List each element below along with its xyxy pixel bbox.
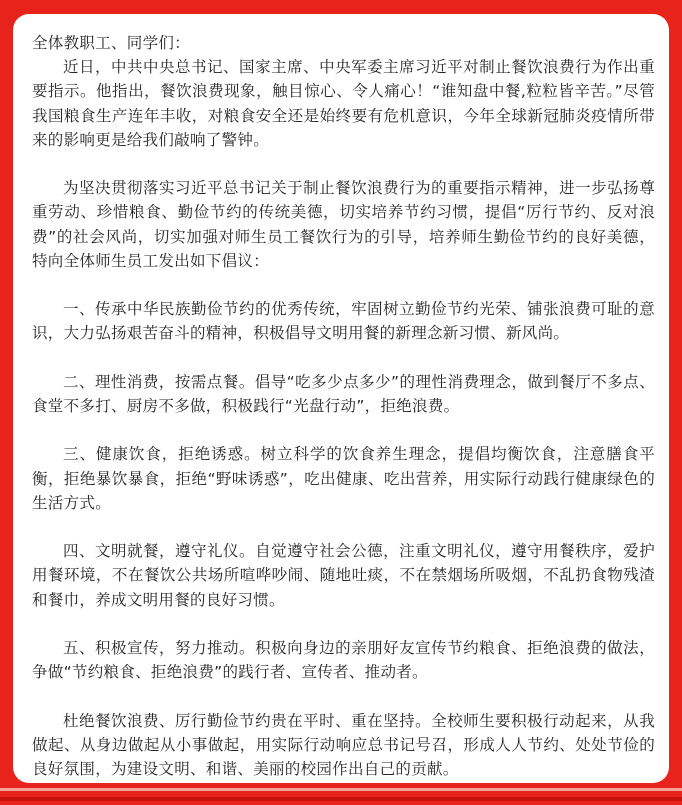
- greeting: 全体教职工、同学们：: [32, 34, 191, 52]
- paragraph-closing: 杜绝餐饮浪费、厉行勤俭节约贵在平时、重在坚持。全校师生要积极行动起来，从我做起、从身边做起从小事做起，用实际行动响应总书记号召，形成人人节约、处处节俭的良好氛围，为建设文明、和谐、美丽的校园作出自己的贡献。: [32, 711, 655, 778]
- bottom-stripe-dark: [0, 797, 682, 801]
- bottom-stripe-light: [0, 788, 682, 791]
- paragraph-item-2: 二、理性消费，按需点餐。倡导“吃多少点多少”的理性消费理念，做到餐厅不多点、食堂不多打、厨房不多做，积极践行“光盘行动”，拒绝浪费。: [32, 372, 655, 415]
- letter-card: [13, 14, 669, 783]
- letter-body: [32, 31, 655, 781]
- paragraph-intro: 近日，中共中央总书记、国家主席、中央军委主席习近平对制止餐饮浪费行为作出重要指示。他指出，餐饮浪费现象，触目惊心、令人痛心！“谁知盘中餐,粒粒皆辛苦。”尽管我国粮食生产连年丰收，对粮食安全还是始终要有危机意识，今年全球新冠肺炎疫情所带来的影响更是给我们敲响了警钟。: [32, 58, 655, 149]
- paragraph-item-3: 三、健康饮食，拒绝诱惑。树立科学的饮食养生理念，提倡均衡饮食，注意膳食平衡，拒绝暴饮暴食，拒绝“野味诱惑”，吃出健康、吃出营养，用实际行动践行健康绿色的生活方式。: [32, 445, 655, 512]
- paragraph-item-1: 一、传承中华民族勤俭节约的优秀传统，牢固树立勤俭节约光荣、铺张浪费可耻的意识，大力弘扬艰苦奋斗的精神，积极倡导文明用餐的新理念新习惯、新风尚。: [32, 300, 655, 343]
- paragraph-item-5: 五、积极宣传，努力推动。积极向身边的亲朋好友宣传节约粮食、拒绝浪费的做法，争做“节约粮食、拒绝浪费”的践行者、宣传者、推动者。: [32, 638, 655, 682]
- paragraph-purpose: 为坚决贯彻落实习近平总书记关于制止餐饮浪费行为的重要指示精神，进一步弘扬尊重劳动、珍惜粮食、勤俭节约的传统美德，切实培养节约习惯，提倡“厉行节约、反对浪费”的社会风尚，切实加强对师生员工餐饮行为的引导，培养师生勤俭节约的良好美德，特向全体师生员工发出如下倡议：: [32, 179, 655, 270]
- paragraph-item-4: 四、文明就餐，遵守礼仪。自觉遵守社会公德，注重文明礼仪，遵守用餐秩序，爱护用餐环境，不在餐饮公共场所喧哗吵闹、随地吐痰，不在禁烟场所吸烟，不乱扔食物残渣和餐巾，养成文明用餐的良好习惯。: [32, 542, 655, 609]
